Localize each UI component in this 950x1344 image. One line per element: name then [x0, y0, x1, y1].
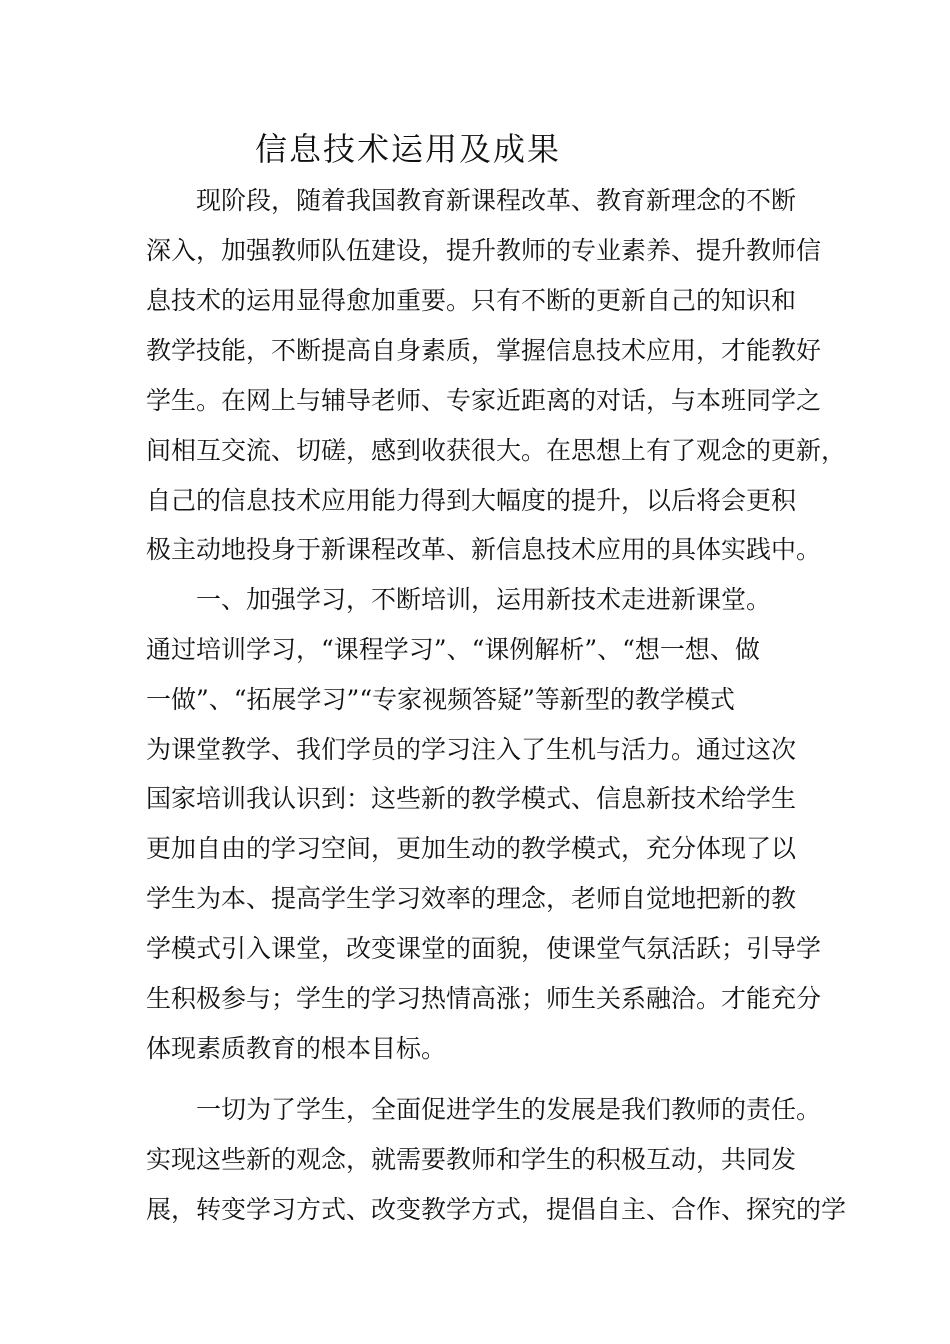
paragraph-2-line-7: 学模式引入课堂，改变课堂的面貌，使课堂气氛活跃；引导学: [146, 934, 822, 963]
paragraph-1-line-5: 学生。在网上与辅导老师、专家近距离的对话，与本班同学之: [146, 386, 822, 415]
paragraph-2-line-5: 更加自由的学习空间，更加生动的教学模式，充分体现了以: [146, 834, 797, 863]
paragraph-1-line-1: 现阶段，随着我国教育新课程改革、教育新理念的不断: [196, 186, 797, 215]
section-heading-1: 一、加强学习，不断培训，运用新技术走进新课堂。: [196, 585, 772, 614]
paragraph-2-line-3: 为课堂教学、我们学员的学习注入了生机与活力。通过这次: [146, 735, 797, 764]
paragraph-2-line-2: 一做”、“拓展学习”“专家视频答疑”等新型的教学模式: [146, 685, 735, 714]
paragraph-3-line-1: 一切为了学生，全面促进学生的发展是我们教师的责任。: [196, 1095, 822, 1124]
paragraph-3-line-3: 展，转变学习方式、改变教学方式，提倡自主、合作、探究的学: [146, 1195, 847, 1224]
paragraph-3-line-2: 实现这些新的观念，就需要教师和学生的积极互动，共同发: [146, 1145, 797, 1174]
paragraph-1-line-3: 息技术的运用显得愈加重要。只有不断的更新自己的知识和: [146, 286, 797, 315]
paragraph-1-line-6: 间相互交流、切磋，感到收获很大。在思想上有了观念的更新，: [146, 436, 847, 465]
paragraph-1-line-8: 极主动地投身于新课程改革、新信息技术应用的具体实践中。: [146, 535, 822, 564]
paragraph-1-line-2: 深入，加强教师队伍建设，提升教师的专业素养、提升教师信: [146, 236, 822, 265]
paragraph-2-line-8: 生积极参与；学生的学习热情高涨；师生关系融洽。才能充分: [146, 984, 822, 1013]
paragraph-2-line-9: 体现素质教育的根本目标。: [146, 1034, 447, 1063]
paragraph-2-line-4: 国家培训我认识到：这些新的教学模式、信息新技术给学生: [146, 784, 797, 813]
paragraph-2-line-6: 学生为本、提高学生学习效率的理念，老师自觉地把新的教: [146, 884, 797, 913]
paragraph-1-line-7: 自己的信息技术应用能力得到大幅度的提升，以后将会更积: [146, 486, 797, 515]
paragraph-1-line-4: 教学技能，不断提高自身素质，掌握信息技术应用，才能教好: [146, 336, 822, 365]
document-title: 信息技术运用及成果: [255, 130, 562, 168]
paragraph-2-line-1: 通过培训学习，“课程学习”、“课例解析”、“想一想、做: [146, 635, 760, 664]
